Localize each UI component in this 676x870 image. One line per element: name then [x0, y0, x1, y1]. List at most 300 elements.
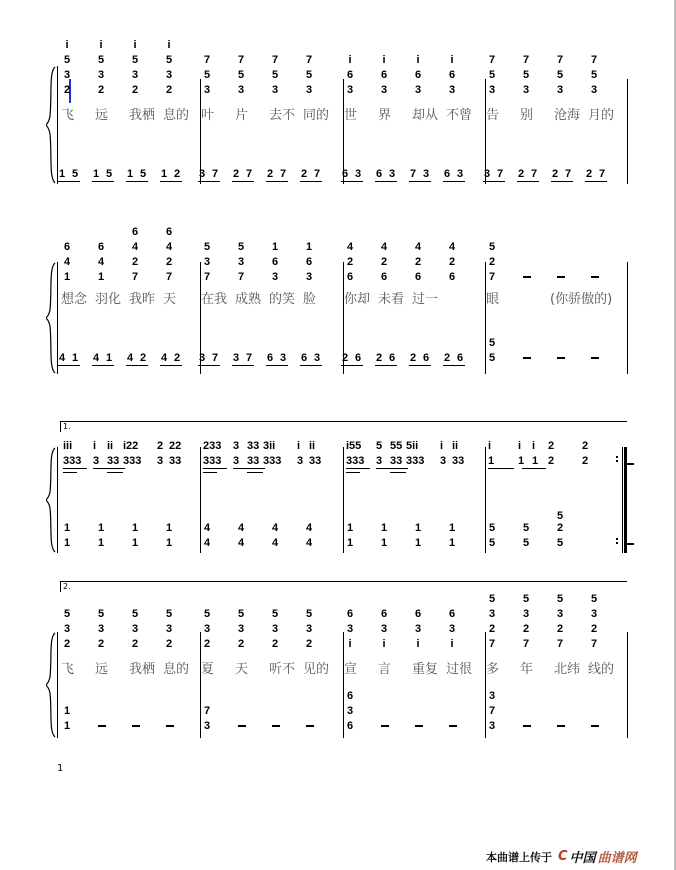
note: 5 [203, 608, 211, 620]
note: 5 [165, 54, 173, 66]
bass-note: 7 [496, 168, 504, 180]
note-group: 5ii [406, 440, 419, 452]
bass-note: 1 [165, 522, 173, 534]
bass-note: 2 [551, 168, 559, 180]
bass-note: 1 [63, 705, 71, 717]
note: 5 [522, 69, 530, 81]
lyric: (你骄傲的) [550, 292, 613, 307]
bass-note: 4 [126, 352, 134, 364]
bass-note: 6 [341, 168, 349, 180]
note: 3 [237, 84, 245, 96]
note: 3 [556, 84, 564, 96]
bass-note: 1 [414, 537, 422, 549]
bass-note: 7 [530, 168, 538, 180]
dash-sustain [591, 725, 599, 727]
note: 4 [380, 241, 388, 253]
note: i [382, 54, 386, 66]
bass-note: 3 [346, 705, 354, 717]
barline [627, 262, 628, 374]
bass-note: 3 [354, 168, 362, 180]
bass-note: 6 [346, 720, 354, 732]
site-logo[interactable] [558, 847, 637, 866]
bass-note: 7 [245, 352, 253, 364]
bass-note: 1 [63, 720, 71, 732]
note: 7 [271, 54, 279, 66]
dash-sustain [306, 725, 314, 727]
note: 5 [556, 593, 564, 605]
note: 6 [448, 271, 456, 283]
note-group: i [488, 440, 492, 452]
note-group: 2 [157, 440, 164, 452]
note: 3 [346, 623, 354, 635]
note: 6 [414, 271, 422, 283]
note: 2 [237, 638, 245, 650]
beam-underline [522, 468, 546, 469]
repeat-dots [616, 454, 618, 464]
dash-sustain [415, 725, 423, 727]
bass-note: 3 [198, 352, 206, 364]
lyric: 不曾 [446, 108, 473, 123]
volta-label: 1. [60, 422, 71, 432]
beam-underline [376, 468, 408, 469]
note: i [450, 638, 454, 650]
note: 7 [522, 638, 530, 650]
bass-note: 3 [198, 168, 206, 180]
note: 7 [522, 54, 530, 66]
bass-note: 1 [126, 168, 134, 180]
dash-sustain [591, 276, 599, 278]
bass-note: 1 [63, 522, 71, 534]
note: 7 [590, 638, 598, 650]
footer-text: 本曲谱上传于 [486, 850, 552, 864]
note: 3 [165, 623, 173, 635]
bass-note: 1 [448, 522, 456, 534]
note: 4 [448, 241, 456, 253]
lyric: 天 [163, 292, 177, 307]
bass-note: 2 [341, 352, 349, 364]
note: 7 [305, 54, 313, 66]
beam-underline [233, 468, 265, 469]
note-group: 3 [440, 455, 447, 467]
note: i [167, 39, 171, 51]
lyric: 夏 [201, 662, 215, 677]
bass-note: 6 [266, 352, 274, 364]
bass-note: 6 [456, 352, 464, 364]
note: 3 [203, 256, 211, 268]
note: 7 [203, 271, 211, 283]
note: 4 [63, 256, 71, 268]
note: 5 [203, 69, 211, 81]
bass-note: 1 [448, 537, 456, 549]
lyric: 言 [378, 662, 392, 677]
note: 5 [97, 608, 105, 620]
lyric: 去不 [269, 108, 296, 123]
beam-underline [341, 365, 363, 366]
bass-note: 6 [346, 690, 354, 702]
note-group: i22 [123, 440, 139, 452]
bass-note: 1 [63, 537, 71, 549]
dash-sustain [626, 463, 634, 465]
logo-c-icon: C [558, 849, 568, 864]
lyric: 片 [235, 108, 249, 123]
beam-underline [443, 181, 465, 182]
bass-note: 4 [92, 352, 100, 364]
lyric: 未看 [378, 292, 405, 307]
lyric: 息的 [163, 662, 190, 677]
note: 5 [271, 608, 279, 620]
beam-underline [517, 181, 539, 182]
note: 6 [346, 608, 354, 620]
note: 7 [488, 638, 496, 650]
note-group: 55 [390, 440, 403, 452]
note: 3 [165, 69, 173, 81]
lyric: 年 [520, 662, 534, 677]
note: 6 [165, 226, 173, 238]
bass-note: 3 [203, 720, 211, 732]
note-group: ii [452, 440, 459, 452]
note: 3 [203, 623, 211, 635]
note: 6 [414, 608, 422, 620]
bass-note: 3 [456, 168, 464, 180]
note: 2 [522, 623, 530, 635]
beam-underline [198, 181, 220, 182]
note: 5 [63, 608, 71, 620]
lyric: 远 [95, 662, 109, 677]
lyric: 北纬 [554, 662, 581, 677]
note: i [416, 54, 420, 66]
note: 3 [522, 84, 530, 96]
beam-underline [341, 181, 363, 182]
bass-note: 1 [105, 352, 113, 364]
lyric: 我昨 [129, 292, 156, 307]
bass-note: 5 [488, 337, 496, 349]
bass-note: 2 [409, 352, 417, 364]
note-group: 333 [203, 455, 222, 467]
bass-note: 5 [139, 168, 147, 180]
note: 3 [488, 84, 496, 96]
lyric: 多 [486, 662, 500, 677]
dash-sustain [523, 725, 531, 727]
note-group: 2 [582, 455, 589, 467]
note: 2 [346, 256, 354, 268]
beam-underline [300, 365, 322, 366]
note: 5 [488, 593, 496, 605]
note: 3 [414, 84, 422, 96]
bass-note: 7 [245, 168, 253, 180]
bass-note: 1 [58, 168, 66, 180]
bass-note: 7 [598, 168, 606, 180]
note: 3 [305, 84, 313, 96]
note: 6 [380, 608, 388, 620]
note-group: 3 [93, 455, 100, 467]
note: 2 [271, 638, 279, 650]
bass-note: 4 [305, 522, 313, 534]
note: 2 [414, 256, 422, 268]
note-group: 3 [233, 440, 240, 452]
lyric: 飞 [61, 108, 75, 123]
beam-underline [93, 468, 125, 469]
lyric: 过很 [446, 662, 473, 677]
note: 7 [237, 54, 245, 66]
note: 5 [305, 69, 313, 81]
lyric: 眼 [486, 292, 500, 307]
lyric: 想念 [61, 292, 88, 307]
bass-note: 3 [279, 352, 287, 364]
note: 6 [380, 271, 388, 283]
lyric: 线的 [588, 662, 615, 677]
note: 5 [488, 69, 496, 81]
note-group: 1 [518, 455, 525, 467]
lyric: 在我 [201, 292, 228, 307]
volta-bracket-2 [60, 581, 627, 582]
dash-sustain [591, 357, 599, 359]
note: 3 [305, 271, 313, 283]
note-group: iii [63, 440, 73, 452]
note: 6 [131, 226, 139, 238]
lyric: 却从 [412, 108, 439, 123]
note: i [416, 638, 420, 650]
note: 2 [165, 84, 173, 96]
bass-note: 2 [585, 168, 593, 180]
note-group: 333 [263, 455, 282, 467]
logo-zhongguo: 中国 [569, 851, 596, 866]
beam-underline [126, 181, 148, 182]
note: 7 [488, 54, 496, 66]
lyric: 我栖 [129, 108, 156, 123]
beam-underline [232, 181, 254, 182]
bass-note: 6 [354, 352, 362, 364]
bass-note: 7 [203, 705, 211, 717]
note: 2 [380, 256, 388, 268]
note: 3 [63, 69, 71, 81]
lyric: 沧海 [554, 108, 581, 123]
note: 6 [97, 241, 105, 253]
note-group: i [93, 440, 97, 452]
lyric: 飞 [61, 662, 75, 677]
lyric: 听不 [269, 662, 296, 677]
beam-underline [266, 181, 288, 182]
lyric: 宣 [344, 662, 358, 677]
note: 5 [203, 241, 211, 253]
bass-note: 5 [105, 168, 113, 180]
beam-underline [585, 181, 607, 182]
bass-note: 2 [139, 352, 147, 364]
bass-note: 3 [488, 690, 496, 702]
lyric: 你却 [344, 292, 371, 307]
bass-note: 1 [346, 522, 354, 534]
note: i [450, 54, 454, 66]
bass-note: 6 [388, 352, 396, 364]
lyric: 成熟 [235, 292, 262, 307]
note: 2 [97, 638, 105, 650]
bass-note: 7 [488, 705, 496, 717]
note: 3 [271, 623, 279, 635]
note: 3 [488, 608, 496, 620]
bass-note: 3 [232, 352, 240, 364]
note: 2 [63, 84, 71, 96]
note: 3 [448, 84, 456, 96]
beam-underline [203, 468, 227, 469]
beam-underline [390, 472, 406, 473]
bass-note: 5 [522, 537, 530, 549]
note: i [382, 638, 386, 650]
bass-note: 1 [97, 522, 105, 534]
bass-note: 1 [97, 537, 105, 549]
lyric: 息的 [163, 108, 190, 123]
lyric: 我栖 [129, 662, 156, 677]
note: 5 [590, 593, 598, 605]
bass-note: 4 [58, 352, 66, 364]
note: 3 [131, 69, 139, 81]
bass-note: 5 [71, 168, 79, 180]
lyric: 远 [95, 108, 109, 123]
beam-underline [483, 181, 505, 182]
note: 4 [414, 241, 422, 253]
lyric: 别 [520, 108, 534, 123]
bass-note: 4 [271, 522, 279, 534]
bass-note: 2 [517, 168, 525, 180]
note: 2 [131, 256, 139, 268]
note: 5 [522, 593, 530, 605]
note: 7 [203, 54, 211, 66]
note: 3 [131, 623, 139, 635]
note: 2 [590, 623, 598, 635]
note: 3 [522, 608, 530, 620]
note: 2 [131, 84, 139, 96]
note: 5 [237, 69, 245, 81]
bass-note: 4 [203, 522, 211, 534]
bass-note: 2 [300, 168, 308, 180]
lyric: 脸 [303, 292, 317, 307]
logo-qupu: 曲谱网 [597, 851, 637, 866]
note-group: 33 [247, 455, 260, 467]
note-group: i [297, 440, 301, 452]
lyric: 同的 [303, 108, 330, 123]
note: 2 [488, 256, 496, 268]
lyric: 重复 [412, 662, 439, 677]
beam-underline [232, 365, 254, 366]
lyric: 叶 [201, 108, 215, 123]
beam-underline [92, 365, 114, 366]
dash-sustain [557, 725, 565, 727]
note: i [348, 54, 352, 66]
dash-sustain [626, 543, 634, 545]
bass-note: 1 [131, 537, 139, 549]
bass-note: 7 [211, 352, 219, 364]
note-group: 3 [297, 455, 304, 467]
bass-note: 1 [414, 522, 422, 534]
bass-note: 1 [346, 537, 354, 549]
note: 7 [165, 271, 173, 283]
bass-note: 2 [375, 352, 383, 364]
note: i [99, 39, 103, 51]
bass-note: 2 [556, 522, 564, 534]
note: 3 [590, 608, 598, 620]
note: 4 [97, 256, 105, 268]
lyric: 界 [378, 108, 392, 123]
note: 5 [556, 69, 564, 81]
bass-note: 3 [488, 720, 496, 732]
lyric: 月的 [588, 108, 615, 123]
bass-note: 4 [237, 537, 245, 549]
note: 3 [556, 608, 564, 620]
note: 4 [165, 241, 173, 253]
note: 2 [165, 638, 173, 650]
note: 7 [488, 271, 496, 283]
note-group: 3 [233, 455, 240, 467]
note-group: 333 [346, 455, 365, 467]
bass-note: 3 [388, 168, 396, 180]
note: 2 [131, 638, 139, 650]
system-barline [57, 66, 58, 184]
note-group: 2 [548, 440, 555, 452]
note: 5 [305, 608, 313, 620]
bass-note: 1 [71, 352, 79, 364]
bass-note: 4 [160, 352, 168, 364]
beam-underline [488, 468, 514, 469]
note-group: i [518, 440, 522, 452]
note: 2 [63, 638, 71, 650]
bass-note: 2 [232, 168, 240, 180]
beam-underline [443, 365, 465, 366]
note: 6 [346, 69, 354, 81]
dash-sustain [523, 357, 531, 359]
note: 1 [97, 271, 105, 283]
beam-underline [203, 472, 217, 473]
bass-note: 4 [237, 522, 245, 534]
bass-note: 1 [92, 168, 100, 180]
bass-note: 5 [522, 522, 530, 534]
page-number: 1 [57, 763, 64, 774]
note: 2 [203, 638, 211, 650]
note-group: 33 [169, 455, 182, 467]
bass-note: 3 [422, 168, 430, 180]
lyric: 的笑 [269, 292, 296, 307]
note: 3 [380, 623, 388, 635]
note-group: 5 [376, 440, 383, 452]
note-group: 333 [63, 455, 82, 467]
beam-underline [58, 365, 80, 366]
beam-underline [198, 365, 220, 366]
beam-underline [375, 365, 397, 366]
note: 3 [346, 84, 354, 96]
dash-sustain [238, 725, 246, 727]
lyric: 过一 [412, 292, 439, 307]
note: 7 [556, 638, 564, 650]
note-group: 233 [203, 440, 222, 452]
lyric: 羽化 [95, 292, 122, 307]
note: 5 [131, 54, 139, 66]
bass-note: 2 [443, 352, 451, 364]
bass-note: 6 [422, 352, 430, 364]
note-group: ii [309, 440, 316, 452]
note-group: 1 [532, 455, 539, 467]
note: 3 [237, 256, 245, 268]
bass-note: 1 [165, 537, 173, 549]
note: 4 [346, 241, 354, 253]
system-barline [57, 447, 58, 553]
note: 2 [448, 256, 456, 268]
note-group: 3 [376, 455, 383, 467]
note: 2 [97, 84, 105, 96]
note: 3 [590, 84, 598, 96]
note: 5 [237, 241, 245, 253]
volta-label: 2. [60, 582, 71, 592]
note: 3 [271, 84, 279, 96]
beam-underline [409, 181, 431, 182]
note: 2 [556, 623, 564, 635]
beam-underline [247, 472, 263, 473]
